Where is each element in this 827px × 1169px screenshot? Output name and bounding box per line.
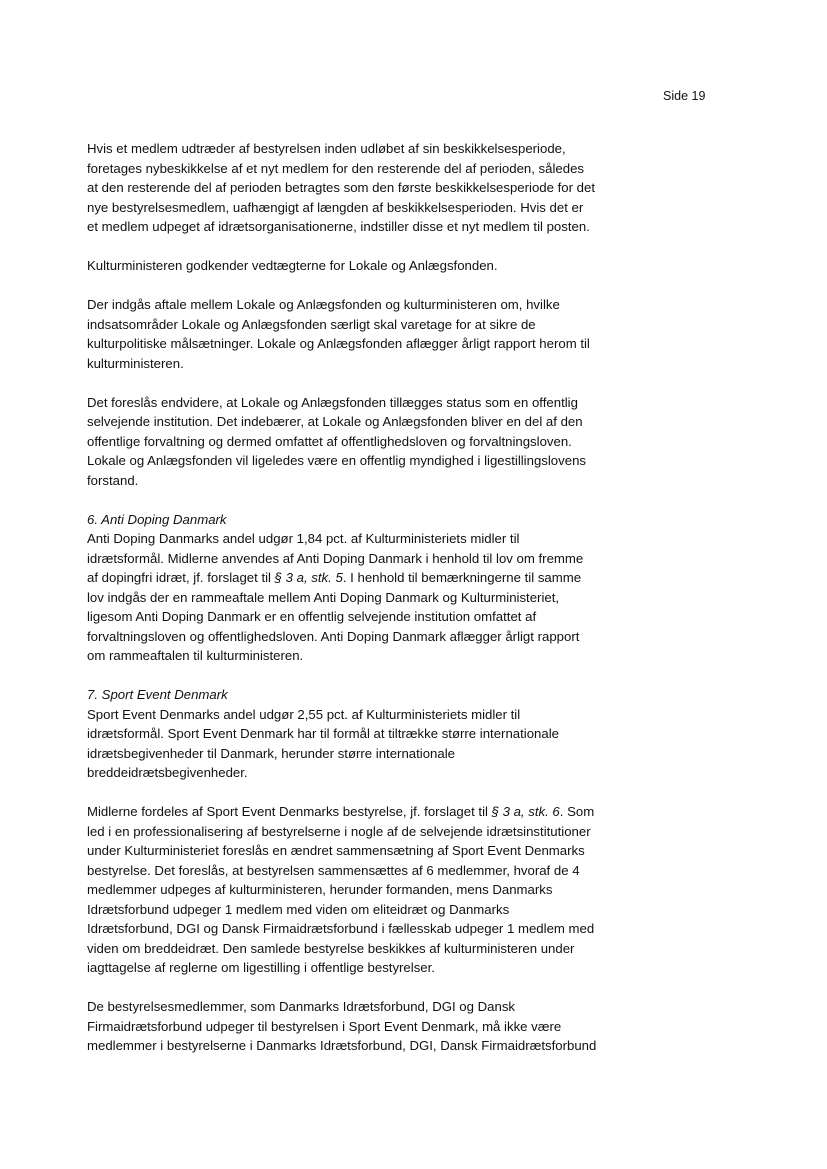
text-line: nye bestyrelsesmedlem, uafhængigt af længden af beskikkelsesperioden. Hvis det er bbox=[87, 199, 584, 215]
section-anti-doping-danmark bbox=[87, 510, 747, 666]
paragraph-statutes-approval bbox=[87, 256, 747, 276]
text-line: led i en professionalisering af bestyrelserne i nogle af de selvejende idrætsinstitutioner bbox=[87, 823, 591, 839]
text-line bbox=[87, 568, 747, 588]
paragraph-board-members-restriction bbox=[87, 997, 747, 1056]
text-line: idrætsbegivenheder til Danmark, herunder større internationale bbox=[87, 745, 455, 761]
text-line: Lokale og Anlægsfonden vil ligeledes være en offentlig myndighed i ligestillingslovens bbox=[87, 453, 586, 468]
text-fragment: . I henhold til bemærkningerne til samme bbox=[342, 570, 582, 585]
section-heading: 6. Anti Doping Danmark bbox=[87, 511, 227, 527]
law-reference: § 3 a, stk. 5 bbox=[274, 570, 343, 585]
text-line: viden om breddeidræt. Den samlede bestyrelse beskikkes af kulturministeren under bbox=[87, 940, 575, 956]
text-line: idrætsformål. Midlerne anvendes af Anti Doping Danmark i henhold til lov om fremme bbox=[87, 550, 584, 566]
document-body bbox=[87, 139, 747, 1075]
page-number: Side 19 bbox=[663, 89, 706, 103]
text-line: forvaltningsloven og offentlighedsloven. Anti Doping Danmark aflægger årligt rapport bbox=[87, 628, 580, 644]
section-sport-event-denmark bbox=[87, 685, 747, 783]
text-fragment: af dopingfri idræt, jf. forslaget til bbox=[87, 570, 275, 585]
text-line: under Kulturministeriet foreslås en ændret sammensætning af Sport Event Denmarks bbox=[87, 843, 585, 858]
text-line: ligesom Anti Doping Danmark er en offentlig selvejende institution omfattet af bbox=[87, 609, 537, 624]
text-line: offentlige forvaltning og dermed omfattet af offentlighedsloven og forvaltningsloven. bbox=[87, 433, 572, 449]
text-line: Det foreslås endvidere, at Lokale og Anlægsfonden tillægges status som en offentlig bbox=[87, 394, 578, 410]
text-line: De bestyrelsesmedlemmer, som Danmarks Idrætsforbund, DGI og Dansk bbox=[87, 999, 516, 1014]
text-line: Der indgås aftale mellem Lokale og Anlægsfonden og kulturministeren om, hvilke bbox=[87, 297, 560, 312]
law-reference: § 3 a, stk. 6 bbox=[491, 804, 560, 819]
text-line: Kulturministeren godkender vedtægterne for Lokale og Anlægsfonden. bbox=[87, 258, 498, 273]
text-line: medlemmer udpeges af kulturministeren, herunder formanden, mens Danmarks bbox=[87, 882, 553, 897]
text-line: Firmaidrætsforbund udpeger til bestyrelsen i Sport Event Denmark, må ikke være bbox=[87, 1018, 562, 1034]
text-line: lov indgås der en rammeaftale mellem Anti Doping Danmark og Kulturministeriet, bbox=[87, 589, 560, 605]
text-line: Idrætsforbund udpeger 1 medlem med viden om eliteidræt og Danmarks bbox=[87, 901, 510, 917]
paragraph-board-composition bbox=[87, 802, 747, 978]
text-line: Sport Event Denmarks andel udgør 2,55 pct. af Kulturministeriets midler til bbox=[87, 706, 521, 722]
text-line: Idrætsforbund, DGI og Dansk Firmaidrætsforbund i fællesskab udpeger 1 medlem med bbox=[87, 921, 595, 936]
text-line: indsatsområder Lokale og Anlægsfonden særligt skal varetage for at sikre de bbox=[87, 316, 536, 332]
text-line: om rammeaftalen til kulturministeren. bbox=[87, 648, 304, 663]
text-line: bestyrelse. Det foreslås, at bestyrelsen sammensættes af 6 medlemmer, hvoraf de 4 bbox=[87, 862, 580, 878]
text-fragment: . Som bbox=[559, 804, 595, 819]
text-line: kulturministeren. bbox=[87, 355, 184, 371]
paragraph-board-replacement bbox=[87, 139, 747, 237]
text-line: Hvis et medlem udtræder af bestyrelsen inden udløbet af sin beskikkelsesperiode, bbox=[87, 141, 566, 156]
text-line: Anti Doping Danmarks andel udgør 1,84 pct. af Kulturministeriets midler til bbox=[87, 531, 520, 546]
section-heading: 7. Sport Event Denmark bbox=[87, 687, 228, 702]
text-line: medlemmer i bestyrelserne i Danmarks Idrætsforbund, DGI, Dansk Firmaidrætsforbund bbox=[87, 1038, 597, 1053]
text-line: at den resterende del af perioden betragtes som den første beskikkelsesperiode for det bbox=[87, 180, 596, 195]
text-line: iagttagelse af reglerne om ligestilling i offentlige bestyrelser. bbox=[87, 960, 435, 975]
paragraph-institution-status bbox=[87, 393, 747, 491]
text-line: forstand. bbox=[87, 472, 139, 488]
text-line: breddeidrætsbegivenheder. bbox=[87, 765, 248, 780]
text-line: kulturpolitiske målsætninger. Lokale og Anlægsfonden aflægger årligt rapport herom til bbox=[87, 336, 590, 351]
paragraph-agreement bbox=[87, 295, 747, 373]
text-line bbox=[87, 802, 747, 822]
text-line: idrætsformål. Sport Event Denmark har til formål at tiltrække større internationale bbox=[87, 726, 559, 741]
text-fragment: Midlerne fordeles af Sport Event Denmarks bestyrelse, jf. forslaget til bbox=[87, 804, 492, 819]
text-line: foretages nybeskikkelse af et nyt medlem for den resterende del af perioden, således bbox=[87, 160, 585, 176]
text-line: et medlem udpeget af idrætsorganisationerne, indstiller disse et nyt medlem til posten. bbox=[87, 219, 590, 234]
text-line: selvejende institution. Det indebærer, at Lokale og Anlægsfonden bliver en del af den bbox=[87, 414, 583, 429]
